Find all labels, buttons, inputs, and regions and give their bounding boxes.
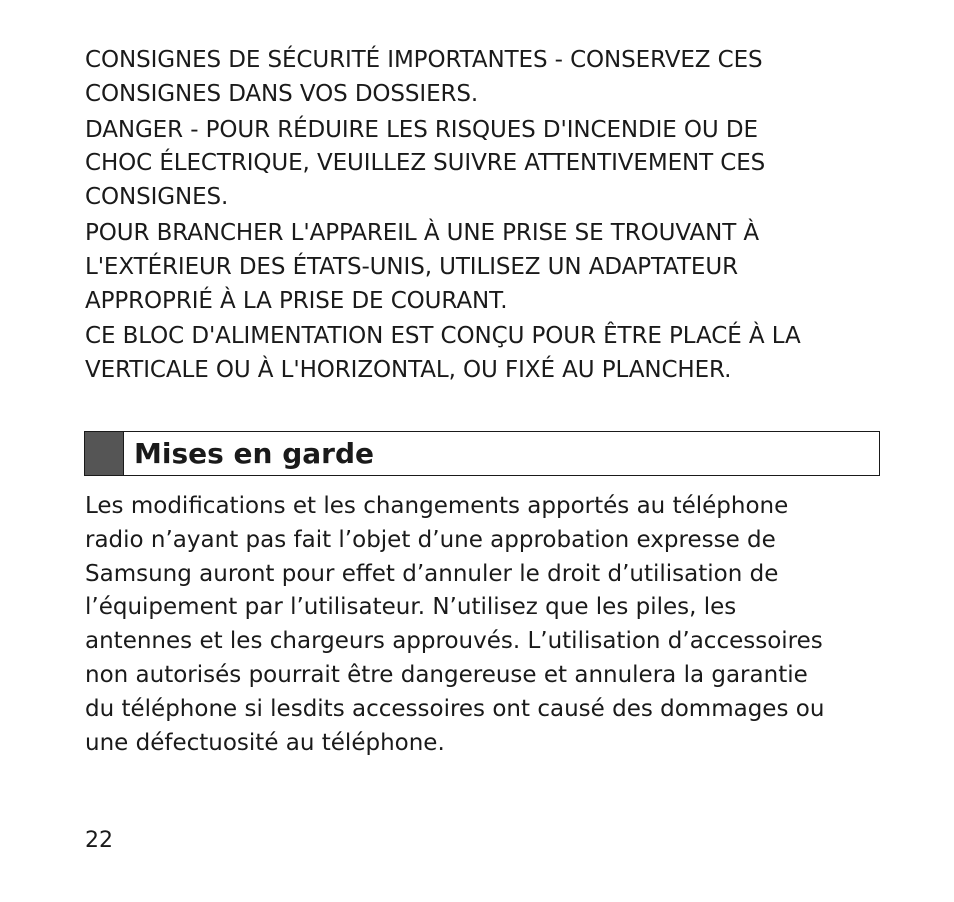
- section-marker-block: [85, 432, 124, 475]
- warnings-body-text: Les modifications et les changements apportés au téléphone radio n’ayant pas fait l’objet d’une approbation expresse de Samsung auront pour effet d’annuler le droit d’utilisation de l’équipement par l’utilisateur. N’utilisez que les piles, les antennes et les chargeurs approuvés. L’utilisation d’accessoires non autorisés pourrait être dangereuse et annulera la garantie du téléphone si lesdits accessoires ont causé des dommages ou une défectuosité au téléphone.: [85, 493, 825, 756]
- section-title: Mises en garde: [134, 437, 374, 470]
- safety-paragraph-important: CONSIGNES DE SÉCURITÉ IMPORTANTES - CONSERVEZ CES CONSIGNES DANS VOS DOSSIERS.: [85, 47, 763, 107]
- safety-paragraph-orientation: CE BLOC D'ALIMENTATION EST CONÇU POUR ÊTRE PLACÉ À LA VERTICALE OU À L'HORIZONTAL, OU FIXÉ AU PLANCHER.: [85, 323, 801, 384]
- safety-paragraph-adapter: POUR BRANCHER L'APPAREIL À UNE PRISE SE TROUVANT À L'EXTÉRIEUR DES ÉTATS-UNIS, UTILISEZ UN ADAPTATEUR APPROPRIÉ À LA PRISE DE COURANT.: [85, 219, 760, 314]
- page-number: 22: [85, 828, 113, 853]
- section-header: [84, 431, 880, 476]
- safety-paragraph-danger: DANGER - POUR RÉDUIRE LES RISQUES D'INCENDIE OU DE CHOC ÉLECTRIQUE, VEUILLEZ SUIVRE ATTENTIVEMENT CES CONSIGNES.: [85, 116, 766, 211]
- safety-instructions: [85, 44, 885, 390]
